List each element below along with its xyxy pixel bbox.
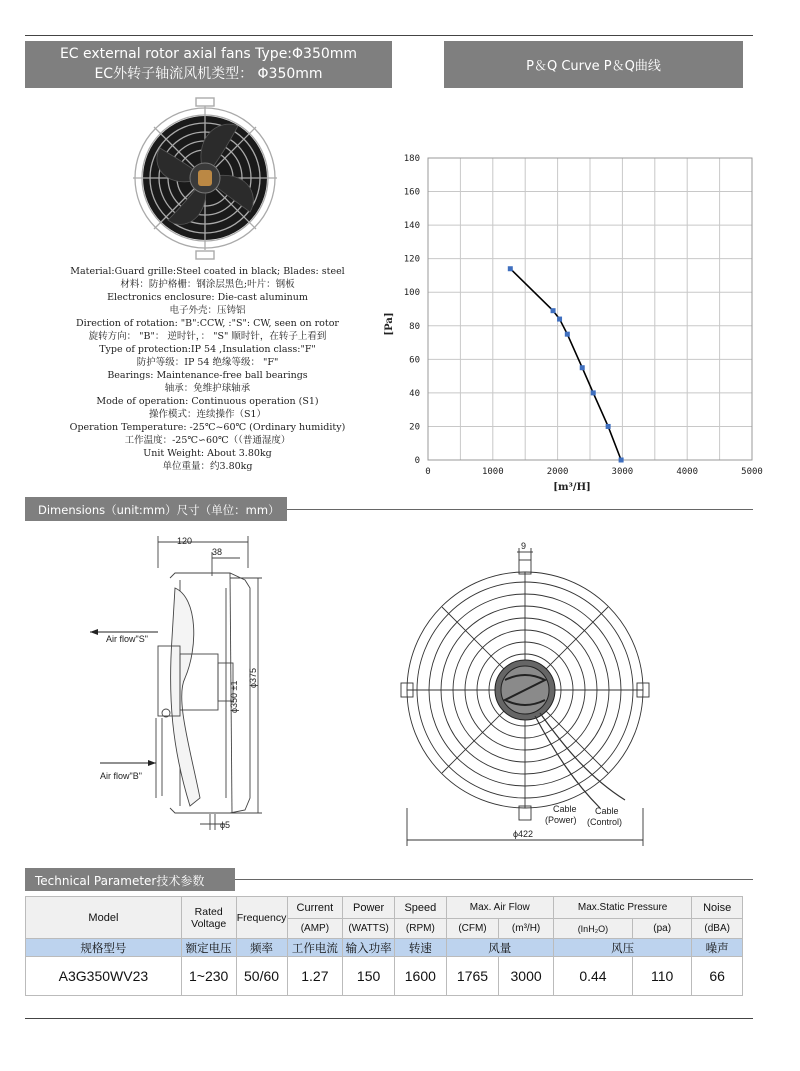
val-current: 1.27	[287, 957, 343, 996]
tech-title: Technical Parameter技术参数	[35, 874, 205, 888]
spec-line: 单位重量：约3.80kg	[162, 461, 253, 472]
airflow-b-label: Air flow"B"	[100, 771, 142, 781]
zh-air-flow: 风量	[446, 939, 553, 957]
val-speed: 1600	[395, 957, 447, 996]
dim-38-label: 38	[212, 547, 223, 557]
dimensions-banner	[25, 497, 287, 521]
bottom-rule	[25, 1018, 753, 1019]
val-model: A3G350WV23	[26, 957, 182, 996]
spec-line: 旋转方向： "B"： 逆时针，： "S" 顺时针，在转子上看到	[88, 331, 327, 342]
side-view-drawing	[80, 528, 300, 838]
th-pa-unit: (pa)	[633, 919, 692, 939]
pq-curve-chart	[378, 148, 773, 500]
spec-line: Direction of rotation: "B":CCW, :"S": CW, seen on rotor	[76, 318, 339, 329]
cable-power-sub: (Power)	[545, 815, 577, 825]
dim-422-label: ϕ422	[513, 829, 534, 839]
x-tick-label: 0	[425, 467, 431, 477]
x-tick-label: 5000	[741, 467, 763, 477]
x-tick-label: 3000	[611, 467, 634, 477]
th-dba-unit: (dBA)	[692, 919, 743, 939]
spec-line: Bearings: Maintenance-free ball bearings	[107, 370, 308, 381]
cable-control-label: Cable	[595, 806, 619, 816]
y-tick-label: 40	[409, 388, 420, 399]
spec-line: Unit Weight: About 3.80kg	[143, 448, 272, 459]
tech-parameter-table	[25, 896, 743, 996]
th-noise: Noise	[692, 897, 743, 919]
zh-current: 工作电流	[287, 939, 343, 957]
top-rule	[25, 35, 753, 36]
th-speed: Speed	[395, 897, 447, 919]
zh-voltage: 额定电压	[181, 939, 236, 957]
spec-line: 电子外壳：压铸铝	[169, 305, 246, 316]
y-tick-label: 160	[403, 187, 420, 198]
val-voltage: 1~230	[181, 957, 236, 996]
th-inh2o-unit: (InH₂O)	[553, 919, 632, 939]
dim-375-label: ϕ375	[248, 667, 258, 688]
spec-line: 防护等级：IP 54 绝缘等级： "F"	[136, 357, 279, 368]
x-tick-label: 2000	[546, 467, 569, 477]
specs-block	[30, 265, 385, 473]
val-power: 150	[343, 957, 395, 996]
dim-120-label: 120	[177, 536, 193, 546]
spec-line: 工作温度：-25℃∽60℃（（普通湿度）	[124, 435, 291, 446]
y-axis-label: [Pa]	[384, 312, 395, 336]
th-cfm-unit: (CFM)	[446, 919, 499, 939]
y-tick-label: 180	[403, 154, 420, 164]
tech-banner	[25, 868, 235, 891]
th-power-unit: (WATTS)	[343, 919, 395, 939]
pq-curve-title: P＆Q Curve P＆Q曲线	[526, 59, 661, 74]
product-title-zh: EC外转子轴流风机类型： Φ350mm	[94, 66, 323, 82]
pq-curve-point	[508, 266, 513, 271]
y-tick-label: 80	[409, 321, 420, 332]
zh-speed: 转速	[395, 939, 447, 957]
th-max-air-flow: Max. Air Flow	[446, 897, 553, 919]
airflow-s-label: Air flow"S"	[106, 634, 148, 644]
spec-line: Electronics enclosure: Die-cast aluminum	[107, 292, 308, 303]
dimensions-title: Dimensions（unit:mm）尺寸（单位：mm）	[38, 503, 280, 517]
spec-line: Type of protection:IP 54 ,Insulation class:"F"	[99, 344, 316, 355]
x-axis-label: [m³/H]	[553, 482, 591, 493]
pq-curve-banner	[444, 41, 743, 88]
x-tick-label: 4000	[676, 467, 699, 477]
spec-line: Operation Temperature: -25℃~60℃ (Ordinary humidity)	[69, 422, 346, 433]
product-title-en: EC external rotor axial fans Type:Φ350mm	[59, 46, 358, 62]
dim-5-label: ϕ5	[220, 820, 231, 830]
val-cfm: 1765	[446, 957, 499, 996]
th-current-unit: (AMP)	[287, 919, 343, 939]
pq-curve-point	[606, 424, 611, 429]
th-frequency: Frequency	[236, 897, 287, 939]
pq-curve-point	[619, 458, 624, 463]
th-rated-voltage: Rated Voltage	[181, 897, 236, 939]
dim-9-label: 9	[521, 541, 527, 551]
val-noise: 66	[692, 957, 743, 996]
y-tick-label: 0	[414, 456, 420, 466]
zh-pressure: 风压	[553, 939, 691, 957]
fan-product-photo	[130, 96, 290, 264]
front-view-drawing	[395, 538, 665, 850]
th-m3h-unit: (m³/H)	[499, 919, 554, 939]
dim-350-label: ϕ350 ±1	[229, 680, 239, 713]
spec-line: 材料：防护格栅：钢涂层黑色;叶片：钢板	[120, 279, 295, 290]
zh-noise: 噪声	[692, 939, 743, 957]
pq-curve-point	[580, 365, 585, 370]
pq-curve-point	[565, 332, 570, 337]
y-tick-label: 100	[403, 288, 420, 299]
pq-curve-point	[557, 317, 562, 322]
y-tick-label: 20	[409, 422, 420, 433]
pq-curve-line	[510, 269, 621, 460]
val-frequency: 50/60	[236, 957, 287, 996]
val-inh2o: 0.44	[553, 957, 632, 996]
cable-control-sub: (Control)	[587, 817, 623, 827]
pq-curve-point	[591, 390, 596, 395]
val-m3h: 3000	[499, 957, 554, 996]
zh-model: 规格型号	[26, 939, 182, 957]
th-speed-unit: (RPM)	[395, 919, 447, 939]
th-max-static-pressure: Max.Static Pressure	[553, 897, 691, 919]
x-tick-label: 1000	[481, 467, 504, 477]
y-tick-label: 140	[403, 221, 420, 232]
spec-line: Material:Guard grille:Steel coated in black; Blades: steel	[70, 266, 345, 277]
th-power: Power	[343, 897, 395, 919]
spec-line: 操作模式：连续操作（S1）	[148, 409, 267, 420]
y-tick-label: 60	[409, 355, 420, 366]
zh-frequency: 频率	[236, 939, 287, 957]
pq-curve-point	[551, 308, 556, 313]
product-title-banner	[25, 41, 392, 88]
th-model: Model	[26, 897, 182, 939]
spec-line: 轴承：免维护球轴承	[164, 383, 251, 394]
spec-line: Mode of operation: Continuous operation (S1)	[96, 396, 319, 407]
val-pa: 110	[633, 957, 692, 996]
y-tick-label: 120	[403, 254, 420, 265]
cable-power-label: Cable	[553, 804, 577, 814]
th-current: Current	[287, 897, 343, 919]
zh-power: 输入功率	[343, 939, 395, 957]
